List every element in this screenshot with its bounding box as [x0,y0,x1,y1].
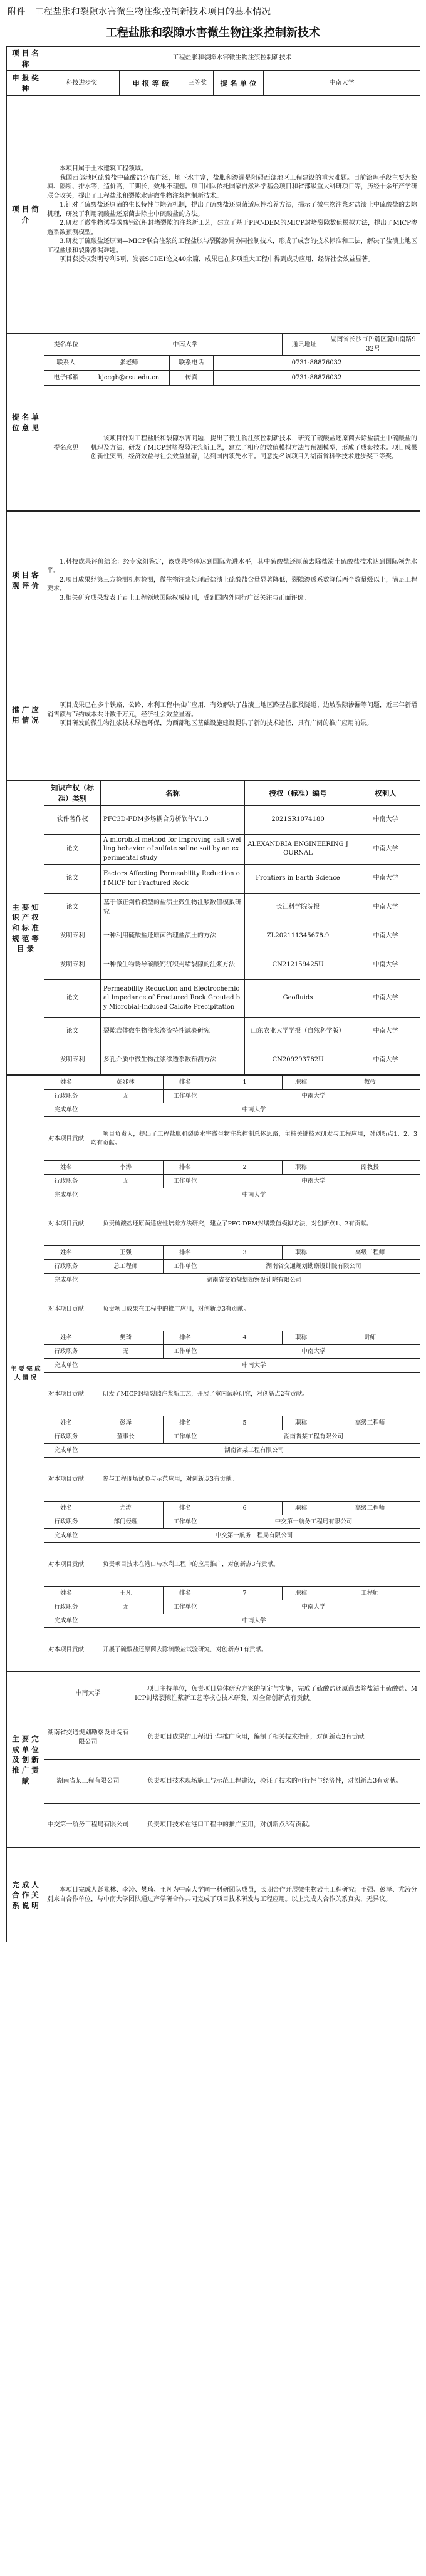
contact-value: 张老师 [88,356,170,371]
person-rank: 3 [207,1246,283,1260]
person-work-label: 工作单位 [164,1430,207,1444]
unit-name: 湖南省某工程有限公司 [44,1760,132,1804]
person-name: 樊琦 [88,1331,164,1345]
ip-owner: 中南大学 [351,1046,420,1075]
person-work: 中南大学 [207,1345,420,1359]
unit-contrib-text: 负责项目成果的工程设计与推广应用，编制了相关技术指南，对创新点3有贡献。 [147,1734,371,1741]
address-value: 湖南省长沙市岳麓区麓山南路932号 [326,334,420,356]
ip-type: 论文 [44,894,101,922]
ip-row [7,980,420,1018]
person-row [7,1117,420,1161]
person-name: 尤涛 [88,1502,164,1515]
person-row [7,1628,420,1672]
phone-value: 0731-88876032 [214,356,420,371]
unit-name: 中交第一航务工程局有限公司 [44,1804,132,1848]
person-title: 高级工程师 [320,1502,420,1515]
person-row [7,1529,420,1543]
opinion-text [88,386,420,511]
unit-row [7,1672,420,1716]
ip-type: 发明专利 [44,922,101,951]
unit-contrib [132,1760,420,1804]
ip-number: CN212159425U [245,951,351,980]
person-contrib-text: 负责项目技术在港口与水利工程中的应用推广，对创新点3有贡献。 [103,1560,279,1568]
ip-number: ALEXANDRIA ENGINEERING JOURNAL [245,834,351,865]
cooperation-table [6,1848,420,1942]
person-contrib [88,1202,420,1246]
person-row [7,1103,420,1117]
intro-para: 1.针对了硫酸盐还原菌的生长特性与除硫机制，提出了硫酸盐还原菌适应性培养方法，揭示了微生物注浆对盐渍土中硫酸盐的去除机理，研发了利用硫酸盐还原菌去除土中硫酸盐的方法。 [47,202,418,218]
unit-contrib-text: 项目主持单位，负责项目总体研究方案的制定与实施，完成了硫酸盐还原菌去除盐渍土硫酸盐、MICP封堵裂隙注浆新工艺等核心技术研发，对全部创新点有贡献。 [135,1686,417,1702]
person-contrib [88,1458,420,1502]
person-rank-label: 排名 [164,1076,207,1090]
unit-row [7,1716,420,1760]
ip-type: 发明专利 [44,1046,101,1075]
intro-para: 项目获授权发明专利5项，发表SCI/EI论文40余篇，成果已在多项重大工程中得到成功应用，经济社会效益显著。 [60,256,375,264]
intro-para: 2.研发了微生物诱导碳酸钙沉积封堵裂隙的注浆新工艺，建立了基于PFC-DEM的MICP封堵裂隙数值模拟方法，提出了MICP渗透系数预测模型。 [47,220,418,236]
person-unit: 中交第一航务工程局有限公司 [88,1529,420,1543]
ip-name: 基于修正剑桥模型的盐渍土微生物注浆数值模拟研究 [101,894,245,922]
ip-owner: 中南大学 [351,922,420,951]
person-rank: 4 [207,1331,283,1345]
person-work: 中交第一航务工程局有限公司 [207,1515,420,1529]
person-unit-label: 完成单位 [44,1359,88,1373]
person-work: 湖南省某工程有限公司 [207,1430,420,1444]
person-post: 总工程师 [88,1260,164,1274]
ip-row [7,951,420,980]
address-label: 通讯地址 [283,334,326,356]
nominator-section-label: 提 名 单 位 意 见 [7,334,44,511]
award-grade-value: 三等奖 [182,71,214,96]
person-title-label: 职称 [283,1331,320,1345]
person-work-label: 工作单位 [164,1090,207,1103]
person-name: 彭兆林 [88,1076,164,1090]
person-title-label: 职称 [283,1076,320,1090]
person-post-label: 行政职务 [44,1430,88,1444]
person-contrib-label: 对本项目贡献 [44,1628,88,1672]
person-unit: 中南大学 [88,1188,420,1202]
ip-type: 论文 [44,865,101,894]
ip-owner: 中南大学 [351,894,420,922]
ip-row [7,865,420,894]
person-row [7,1587,420,1600]
person-row [7,1458,420,1502]
project-name-value: 工程盐胀和裂隙水害微生物注浆控制新技术 [44,47,420,71]
person-contrib [88,1543,420,1587]
person-row [7,1076,420,1090]
ip-owner: 中南大学 [351,951,420,980]
ip-name: Permeability Reduction and Electrochemical Impedance of Fractured Rock Grouted by Microbial-Induced Calcite Precipitation [101,980,245,1018]
ip-table [6,781,420,1075]
units-table [6,1672,420,1848]
person-contrib-text: 参与工程现场试验与示范应用，对创新点3有贡献。 [103,1475,238,1483]
unit-contrib [132,1672,420,1716]
person-contrib [88,1628,420,1672]
ip-number: Frontiers in Earth Science [245,865,351,894]
person-name: 李涛 [88,1161,164,1175]
person-rank: 5 [207,1416,283,1430]
ip-header-type: 知识产权（标准）类别 [44,781,101,805]
unit-row [7,1804,420,1848]
person-contrib-text: 开展了硫酸盐还原菌去除硫酸盐试验研究，对创新点1有贡献。 [103,1646,268,1653]
person-row [7,1359,420,1373]
person-post: 无 [88,1345,164,1359]
email-label: 电子邮箱 [44,371,88,386]
ip-name: A microbial method for improving salt swelling behavior of sulfate saline soil by an experimental study [101,834,245,865]
person-name: 彭泽 [88,1416,164,1430]
person-row [7,1430,420,1444]
person-row [7,1502,420,1515]
award-grade-label: 申 报 等 级 [120,71,182,96]
application-para: 项目成果已在多个铁路、公路、水利工程中推广应用，有效解决了盐渍土地区路基盐胀及隧道、边坡裂隙渗漏等问题，近三年新增销售额与节约成本共计数千万元，经济社会效益显著。 [47,702,417,718]
person-title: 讲师 [320,1331,420,1345]
application-text [44,649,420,781]
unit-name: 湖南省交通规划勘察设计院有限公司 [44,1716,132,1760]
person-row [7,1331,420,1345]
document-title: 工程盐胀和裂隙水害微生物注浆控制新技术 [106,26,320,39]
intro-para: 本项目属于土木建筑工程领域。 [60,165,147,173]
nominator-label: 提 名 单 位 [214,71,264,96]
person-work-label: 工作单位 [164,1600,207,1614]
person-contrib-label: 对本项目贡献 [44,1202,88,1246]
person-unit-label: 完成单位 [44,1103,88,1117]
person-contrib-label: 对本项目贡献 [44,1373,88,1416]
person-unit: 湖南省某工程有限公司 [88,1444,420,1458]
evaluation-label: 项 目 客 观 评 价 [7,512,44,649]
ip-type: 软件著作权 [44,805,101,834]
person-rank-label: 排名 [164,1161,207,1175]
person-row [7,1515,420,1529]
ip-owner: 中南大学 [351,980,420,1018]
person-contrib-label: 对本项目贡献 [44,1458,88,1502]
person-post-label: 行政职务 [44,1260,88,1274]
evaluation-table [6,511,420,781]
ip-section-label: 主 要 知 识 产 权 和 标 准 规 范 等 目 录 [7,781,44,1075]
ip-row [7,1046,420,1075]
person-work: 中南大学 [207,1175,420,1188]
person-post: 无 [88,1090,164,1103]
evaluation-para: 2.项目成果经第三方检测机构检测，微生物注浆处理后盐渍土硫酸盐含量显著降低，裂隙渗透系数降低两个数量级以上，满足工程要求。 [47,576,417,593]
person-unit: 湖南省交通规划勘察设计院有限公司 [88,1274,420,1287]
ip-name: Factors Affecting Permeability Reduction of MICP for Fractured Rock [101,865,245,894]
person-work-label: 工作单位 [164,1345,207,1359]
annex-heading [6,0,420,21]
person-title-label: 职称 [283,1246,320,1260]
units-section-label: 主 要 完 成 单 位 及 创 新 推 广 贡 献 [7,1672,44,1848]
nominator-name-label: 提名单位 [44,334,88,356]
opinion-para: 该项目针对工程盐胀和裂隙水害问题，提出了微生物注浆控制新技术，研究了硫酸盐还原菌去除盐渍土中硫酸盐的机理及方法，研发了MICP封堵裂隙注浆新工艺，建立了相应的数值模拟方法与预测模型，形成了成套技术。项目成果创新性突出，经济效益与社会效益显著，达到国内领先水平。同意提名该项目为湖南省科学技术进步奖三等奖。 [91,435,418,461]
document [6,0,420,1942]
person-row [7,1175,420,1188]
nominator-table [6,334,420,511]
page-heading: 工程盐胀和裂隙水害微生物注浆控制新技术项目的基本情况 [34,7,271,17]
person-name-label: 姓名 [44,1502,88,1515]
contributors-section-label: 主 要 完 成 人 情 况 [7,1076,44,1672]
nominator-value: 中南大学 [264,71,420,96]
person-post-label: 行政职务 [44,1090,88,1103]
intro-para: 3.研发了硫酸盐还原菌—MICP联合注浆的工程盐胀与裂隙渗漏协同控制技术，形成了成套的技术标准和工法，解决了盐渍土地区工程盐胀和裂隙渗漏难题。 [47,238,418,254]
ip-type: 发明专利 [44,951,101,980]
person-rank-label: 排名 [164,1246,207,1260]
ip-number: 2021SR1074180 [245,805,351,834]
fax-label: 传真 [170,371,214,386]
person-title-label: 职称 [283,1416,320,1430]
ip-number: 山东农业大学学报（自然科学版） [245,1018,351,1046]
person-title: 副教授 [320,1161,420,1175]
award-type-label: 申 报 奖 种 [7,71,44,96]
person-contrib-label: 对本项目贡献 [44,1117,88,1161]
ip-row [7,922,420,951]
evaluation-para: 3.相关研究成果发表于岩土工程领域国际权威期刊，受到国内外同行广泛关注与正面评价。 [60,594,310,602]
person-title: 高级工程师 [320,1416,420,1430]
evaluation-para: 1.科技成果评价结论：经专家组鉴定，该成果整体达到国际先进水平，其中硫酸盐还原菌去除盐渍土硫酸盐技术达到国际领先水平。 [47,558,417,575]
person-contrib [88,1373,420,1416]
person-name-label: 姓名 [44,1331,88,1345]
person-row [7,1600,420,1614]
person-title: 高级工程师 [320,1246,420,1260]
person-name-label: 姓名 [44,1246,88,1260]
evaluation-text [44,512,420,649]
person-title: 工程师 [320,1587,420,1600]
application-label: 推 广 应 用 情 况 [7,649,44,781]
ip-row [7,1018,420,1046]
person-row [7,1373,420,1416]
person-post: 部门经理 [88,1515,164,1529]
ip-number: CN209293782U [245,1046,351,1075]
person-row [7,1416,420,1430]
person-post-label: 行政职务 [44,1600,88,1614]
person-work: 中南大学 [207,1090,420,1103]
award-type-value: 科技进步奖 [44,71,120,96]
ip-name: PFC3D-FDM多场耦合分析软件V1.0 [101,805,245,834]
ip-owner: 中南大学 [351,865,420,894]
person-post-label: 行政职务 [44,1515,88,1529]
unit-contrib-text: 负责项目技术现场施工与示范工程建设，验证了技术的可行性与经济性，对创新点3有贡献。 [147,1778,402,1785]
person-post: 无 [88,1600,164,1614]
unit-name: 中南大学 [44,1672,132,1716]
ip-row [7,894,420,922]
person-row [7,1260,420,1274]
person-name: 王凡 [88,1587,164,1600]
person-rank: 7 [207,1587,283,1600]
application-para: 项目研发的微生物注浆技术绿色环保，为西部地区基础设施建设提供了新的技术途径，具有广阔的推广应用前景。 [60,720,373,728]
ip-type: 论文 [44,1018,101,1046]
opinion-label: 提名意见 [44,386,88,511]
person-post: 无 [88,1175,164,1188]
person-rank: 2 [207,1161,283,1175]
person-unit-label: 完成单位 [44,1188,88,1202]
cooperation-para: 本项目完成人彭兆林、李涛、樊琦、王凡为中南大学同一科研团队成员，长期合作开展微生物岩土工程研究；王强、彭泽、尤涛分别来自合作单位，与中南大学团队通过产学研合作共同完成了项目技术研发与工程应用。以上完成人合作关系真实，无异议。 [47,1887,417,1903]
ip-type: 论文 [44,980,101,1018]
cooperation-text [44,1848,420,1942]
person-row [7,1614,420,1628]
project-info-table [6,46,420,334]
unit-contrib [132,1716,420,1760]
person-row [7,1188,420,1202]
person-contrib [88,1117,420,1161]
person-rank-label: 排名 [164,1587,207,1600]
person-contrib [88,1287,420,1331]
ip-name: 裂隙岩体微生物注浆渗流特性试验研究 [101,1018,245,1046]
person-unit: 中南大学 [88,1103,420,1117]
person-name-label: 姓名 [44,1587,88,1600]
ip-name: 一种利用硫酸盐还原菌治理盐渍土的方法 [101,922,245,951]
ip-number: Geofluids [245,980,351,1018]
person-title-label: 职称 [283,1161,320,1175]
ip-owner: 中南大学 [351,805,420,834]
ip-header-number: 授权（标准）编号 [245,781,351,805]
person-contrib-text: 研发了MICP封堵裂隙注浆新工艺，开展了室内试验研究，对创新点2有贡献。 [103,1390,308,1398]
person-rank: 6 [207,1502,283,1515]
ip-number: 长江科学院院报 [245,894,351,922]
ip-row [7,834,420,865]
person-contrib-text: 负责项目成果在工程中的推广应用，对创新点3有贡献。 [103,1305,250,1312]
ip-type: 论文 [44,834,101,865]
person-rank-label: 排名 [164,1331,207,1345]
contact-label: 联系人 [44,356,88,371]
person-row [7,1274,420,1287]
person-work: 湖南省交通规划勘察设计院有限公司 [207,1260,420,1274]
person-unit-label: 完成单位 [44,1274,88,1287]
intro-para: 我国西部地区硫酸盐中硫酸盐分布广泛，地下水丰富，盐胀和渗漏是阻碍西部地区工程建设的重大难题。目前治理手段主要为换填、隔断、排水等，造价高，工期长，效果不理想。项目团队依托国家自然科学基金项目和省部级重大科研项目等，历经十余年产学研联合攻关，提出了工程盐胀和裂隙水害微生物注浆控制新技术。 [47,174,418,200]
person-unit: 中南大学 [88,1614,420,1628]
person-post-label: 行政职务 [44,1175,88,1188]
person-row [7,1202,420,1246]
person-row [7,1090,420,1103]
person-row [7,1287,420,1331]
person-rank: 1 [207,1076,283,1090]
fax-value: 0731-88876032 [214,371,420,386]
person-name-label: 姓名 [44,1076,88,1090]
cooperation-label: 完 成 人 合 作 关 系 说 明 [7,1848,44,1942]
person-post: 董事长 [88,1430,164,1444]
intro-label: 项 目 简 介 [7,96,44,334]
person-contrib-label: 对本项目贡献 [44,1287,88,1331]
person-name: 王强 [88,1246,164,1260]
person-contrib-text: 负责硫酸盐还原菌适应性培养方法研究，建立了PFC-DEM封堵数值模拟方法，对创新点1、2有贡献。 [103,1220,373,1227]
ip-header-name: 名称 [101,781,245,805]
annex-label: 附件 [8,7,26,17]
ip-row [7,805,420,834]
project-name-label: 项 目 名 称 [7,47,44,71]
person-contrib-text: 项目负责人，提出了工程盐胀和裂隙水害微生物注浆控制总体思路，主持关键技术研发与工程应用，对创新点1、2、3均有贡献。 [91,1130,417,1146]
intro-text [44,96,420,334]
person-row [7,1444,420,1458]
ip-owner: 中南大学 [351,834,420,865]
person-work-label: 工作单位 [164,1260,207,1274]
contributors-table [6,1075,420,1672]
unit-contrib-text: 负责项目技术在港口工程中的推广应用，对创新点3有贡献。 [147,1821,314,1829]
ip-owner: 中南大学 [351,1018,420,1046]
person-work: 中南大学 [207,1600,420,1614]
ip-name: 一种微生物诱导碳酸钙沉积封堵裂隙的注浆方法 [101,951,245,980]
person-name-label: 姓名 [44,1416,88,1430]
person-title-label: 职称 [283,1502,320,1515]
person-contrib-label: 对本项目贡献 [44,1543,88,1587]
person-work-label: 工作单位 [164,1175,207,1188]
person-row [7,1246,420,1260]
person-rank-label: 排名 [164,1502,207,1515]
person-row [7,1161,420,1175]
ip-name: 多孔介质中微生物注浆渗透系数预测方法 [101,1046,245,1075]
person-row [7,1345,420,1359]
phone-label: 联系电话 [170,356,214,371]
person-unit-label: 完成单位 [44,1614,88,1628]
person-unit: 中南大学 [88,1359,420,1373]
nominator-name-value: 中南大学 [88,334,283,356]
person-title-label: 职称 [283,1587,320,1600]
person-row [7,1543,420,1587]
unit-row [7,1760,420,1804]
person-post-label: 行政职务 [44,1345,88,1359]
ip-number: ZL202111345678.9 [245,922,351,951]
ip-header-owner: 权利人 [351,781,420,805]
person-unit-label: 完成单位 [44,1444,88,1458]
person-rank-label: 排名 [164,1416,207,1430]
unit-contrib [132,1804,420,1848]
person-name-label: 姓名 [44,1161,88,1175]
person-title: 教授 [320,1076,420,1090]
person-unit-label: 完成单位 [44,1529,88,1543]
email-value: kjccgb@csu.edu.cn [88,371,170,386]
person-work-label: 工作单位 [164,1515,207,1529]
